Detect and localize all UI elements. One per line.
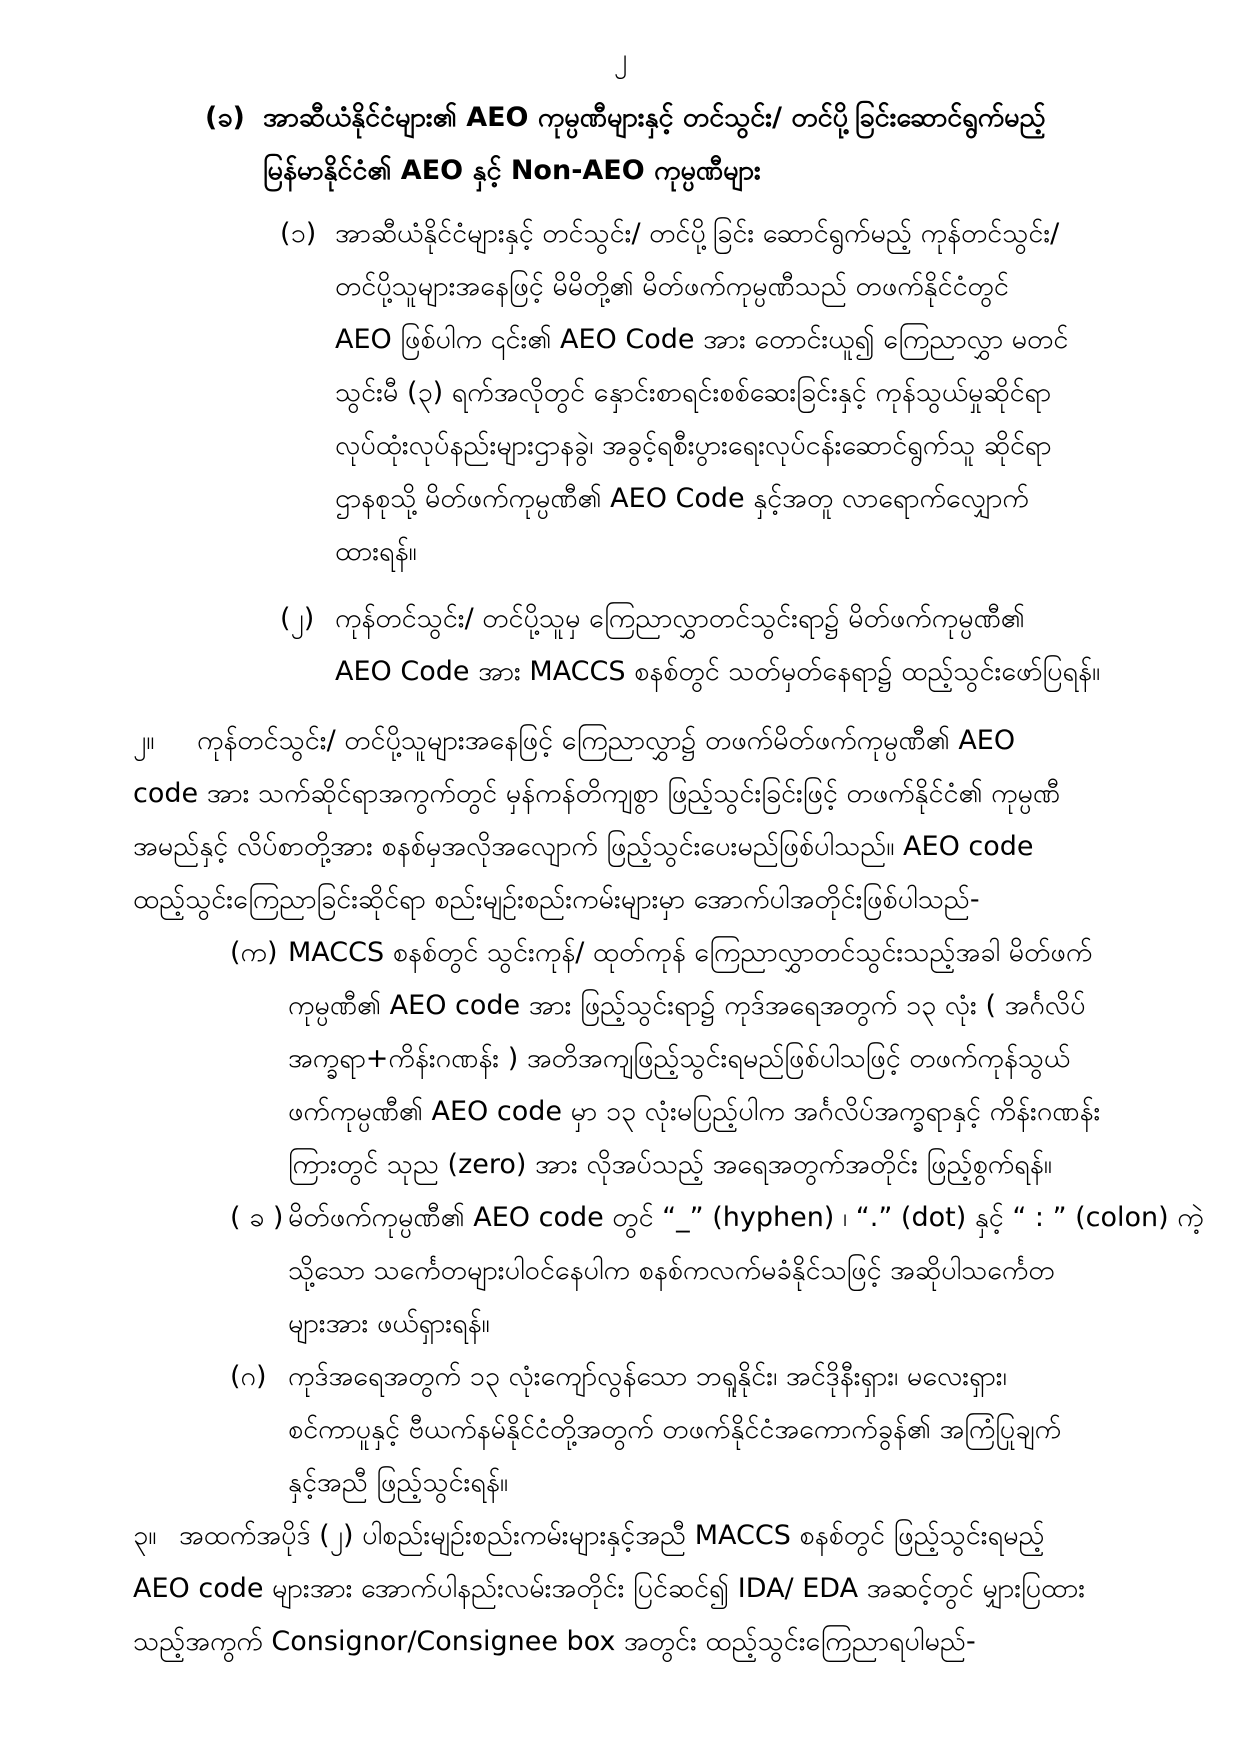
list-item-ga bbox=[230, 1350, 1241, 1509]
text-line: သည့်အကွက် Consignor/Consignee box အတွင်း ထည့်သွင်းကြေညာရပါမည်- bbox=[133, 1626, 976, 1657]
text-line: AEO code များအား အောက်ပါနည်းလမ်းအတိုင်း ပြင်ဆင်၍ IDA/ EDA အဆင့်တွင် မျှားပြထား bbox=[133, 1573, 1086, 1604]
text-line: နှင့်အညီ ဖြည့်သွင်းရန်။ bbox=[288, 1467, 509, 1498]
text-line: သွင်းမီ (၃) ရက်အလိုတွင် နှောင်းစာရင်းစစ်ဆေးခြင်းနှင့် ကုန်သွယ်မှုဆိုင်ရာ bbox=[335, 377, 1052, 408]
text-line: တင်ပို့သူများအနေဖြင့် မိမိတို့၏ မိတ်ဖက်ကုမ္ပဏီသည် တဖက်နိုင်ငံတွင် bbox=[335, 271, 1009, 302]
text-line bbox=[133, 1509, 1123, 1562]
text-line: ထားရန်။ bbox=[335, 536, 417, 567]
list-item-kha bbox=[230, 1191, 1241, 1350]
text-segment: အထက်အပိုဒ် (၂) ပါစည်းမျဉ်းစည်းကမ်းများနှင့်အညီ MACCS စနစ်တွင် ဖြည့်သွင်းရမည့် bbox=[179, 1520, 1045, 1551]
text-line: သို့သော သင်္ကေတများပါဝင်နေပါက စနစ်ကလက်မခံနိုင်သဖြင့် အဆိုပါသင်္ကေတ bbox=[288, 1255, 1055, 1286]
text-line: များအား ဖယ်ရှားရန်။ bbox=[288, 1308, 490, 1339]
text-line: ကုန်တင်သွင်း/ တင်ပို့သူမှ ကြေညာလွှာတင်သွင်းရာ၌ မိတ်ဖက်ကုမ္ပဏီ၏ bbox=[335, 603, 1025, 634]
text-line: လုပ်ထုံးလုပ်နည်းများဌာနခွဲ၊ အခွင့်ရစီးပွားရေးလုပ်ငန်းဆောင်ရွက်သူ ဆိုင်ရာ bbox=[335, 430, 1052, 461]
list-item-2 bbox=[280, 592, 1241, 698]
text-line: အက္ခရာ+ကိန်းဂဏန်း ) အတိအကျဖြည့်သွင်းရမည်ဖြစ်ပါသဖြင့် တဖက်ကုန်သွယ် bbox=[288, 1043, 1071, 1074]
text-line: ဖက်ကုမ္ပဏီ၏ AEO code မှာ ၁၃ လုံးမပြည့်ပါက အင်္ဂလိပ်အက္ခရာနှင့် ကိန်းဂဏန်း bbox=[288, 1096, 1101, 1127]
text-line: အမည်နှင့် လိပ်စာတို့အား စနစ်မှအလိုအလျောက် ဖြည့်သွင်းပေးမည်ဖြစ်ပါသည်။ AEO code bbox=[133, 831, 1034, 862]
list-item-1 bbox=[280, 207, 1241, 578]
text-line: MACCS စနစ်တွင် သွင်းကုန်/ ထုတ်ကုန် ကြေညာလွှာတင်သွင်းသည့်အခါ မိတ်ဖက် bbox=[288, 937, 1093, 968]
list-item-label: (က) bbox=[230, 937, 278, 968]
list-item-ka bbox=[230, 926, 1241, 1191]
list-item-label: (၁) bbox=[280, 218, 317, 249]
text-line bbox=[133, 714, 1123, 767]
section-b-title-line: အာဆီယံနိုင်ငံများ၏ AEO ကုမ္ပဏီများနှင့် တင်သွင်း/ တင်ပို့ခြင်းဆောင်ရွက်မည့် bbox=[263, 102, 1046, 133]
text-line: AEO ဖြစ်ပါက ၎င်း၏ AEO Code အား တောင်းယူ၍ ကြေညာလွှာ မတင် bbox=[335, 324, 1069, 355]
text-line: အာဆီယံနိုင်ငံများနှင့် တင်သွင်း/ တင်ပို့ခြင်း ဆောင်ရွက်မည့် ကုန်တင်သွင်း/ bbox=[335, 218, 1060, 249]
text-line: ကြားတွင် သုည (zero) အား လိုအပ်သည့် အရေအတွက်အတိုင်း ဖြည့်စွက်ရန်။ bbox=[288, 1149, 1052, 1180]
text-line: AEO Code အား MACCS စနစ်တွင် သတ်မှတ်နေရာ၌ ထည့်သွင်းဖော်ပြရန်။ bbox=[335, 656, 1101, 687]
text-segment: ကုန်တင်သွင်း/ တင်ပို့သူများအနေဖြင့် ကြေညာလွှာ၌ တဖက်မိတ်ဖက်ကုမ္ပဏီ၏ AEO bbox=[197, 725, 1016, 756]
list-item-label: (၂) bbox=[280, 603, 315, 634]
section-b-label: (ခ) bbox=[205, 102, 245, 133]
text-line: ကုမ္ပဏီ၏ AEO code အား ဖြည့်သွင်းရာ၌ ကုဒ်အရေအတွက် ၁၃ လုံး ( အင်္ဂလိပ် bbox=[288, 990, 1086, 1021]
paragraph-number: ၂။ bbox=[133, 725, 155, 756]
text-line: code အား သက်ဆိုင်ရာအကွက်တွင် မှန်ကန်တိကျစွာ ဖြည့်သွင်းခြင်းဖြင့် တဖက်နိုင်ငံ၏ ကုမ္ပဏီ bbox=[133, 778, 1061, 809]
list-item-label: (ဂ) bbox=[230, 1361, 267, 1392]
paragraph-3 bbox=[133, 1509, 1123, 1668]
list-item-label: ( ခ ) bbox=[230, 1202, 284, 1233]
section-b-title-line: မြန်မာနိုင်ငံ၏ AEO နှင့် Non-AEO ကုမ္ပဏီများ bbox=[263, 155, 761, 186]
text-line: ဌာနစုသို့ မိတ်ဖက်ကုမ္ပဏီ၏ AEO Code နှင့်အတူ လာရောက်လျှောက် bbox=[335, 483, 1029, 514]
text-line: စင်ကာပူနှင့် ဗီယက်နမ်နိုင်ငံတို့အတွက် တဖက်နိုင်ငံအကောက်ခွန်၏ အကြံပြုချက် bbox=[288, 1414, 1062, 1445]
text-line: ကုဒ်အရေအတွက် ၁၃ လုံးကျော်လွန်သော ဘရူနိုင်း၊ အင်ဒိုနီးရှား၊ မလေးရှား၊ bbox=[288, 1361, 1007, 1392]
section-b-heading bbox=[205, 91, 1241, 197]
paragraph-number: ၃။ bbox=[133, 1520, 157, 1551]
text-line: ထည့်သွင်းကြေညာခြင်းဆိုင်ရာ စည်းမျဉ်းစည်းကမ်းများမှာ အောက်ပါအတိုင်းဖြစ်ပါသည်- bbox=[133, 884, 980, 915]
page-number: ၂ bbox=[613, 43, 628, 74]
paragraph-2 bbox=[133, 714, 1123, 926]
text-line: မိတ်ဖက်ကုမ္ပဏီ၏ AEO code တွင် “_” (hyphen) ၊ “.” (dot) နှင့် “ : ” (colon) ကဲ့ bbox=[288, 1202, 1204, 1233]
